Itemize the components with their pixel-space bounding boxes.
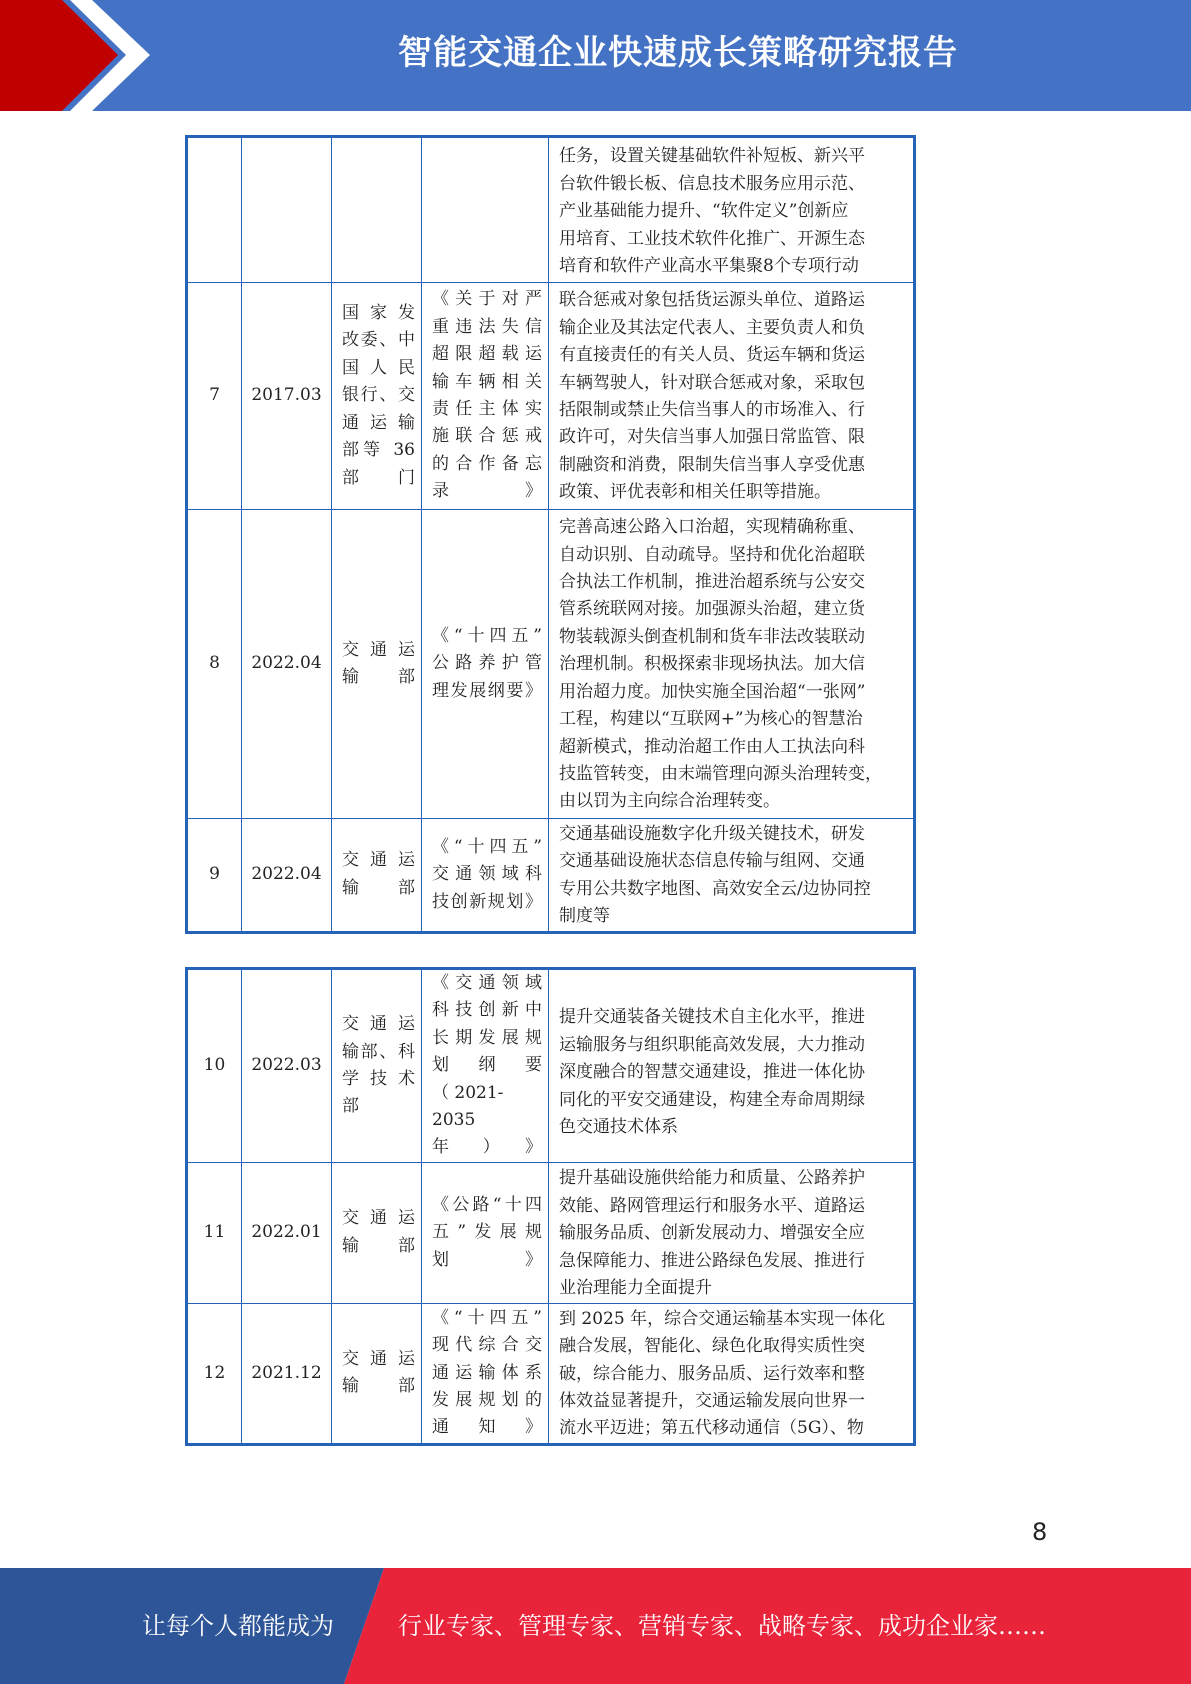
- table-row: [187, 969, 915, 1163]
- content-text: 任务，设置关键基础软件补短板、新兴平 台软件锻长板、信息技术服务应用示范、 产业基础能力提升、“软件定义”创新应 用培育、工业技术软件化推广、开源生态 培育和软件产业高水平集聚8个专项行动: [559, 146, 865, 277]
- table-row: [187, 1162, 915, 1303]
- row-content: [549, 819, 915, 933]
- row-document: [422, 510, 549, 819]
- row-date: 2017.03: [242, 283, 332, 510]
- department-text: 交通运 输部、科 学技术 部: [342, 1014, 415, 1117]
- row-date: 2022.01: [242, 1162, 332, 1303]
- row-department: [332, 1162, 422, 1303]
- row-number: 9: [187, 819, 242, 933]
- content-text: 交通基础设施数字化升级关键技术，研发 交通基础设施状态信息传输与组网、交通 专用公共数字地图、高效安全云/边协同控 制度等: [559, 824, 871, 927]
- row-number: [187, 137, 242, 283]
- document-text: 《“十四五” 现代综合交 通运输体系 发展规划的 通知》: [432, 1307, 542, 1438]
- row-number: 7: [187, 283, 242, 510]
- row-document: [422, 1162, 549, 1303]
- row-content: [549, 283, 915, 510]
- row-date: 2022.04: [242, 819, 332, 933]
- content-text: 联合惩戒对象包括货运源头单位、道路运 输企业及其法定代表人、主要负责人和负 有直接责任的有关人员、货运车辆和货运 车辆驾驶人，针对联合惩戒对象，采取包 括限制或禁止失信当事人的市场准入、行 政许可，对失信当事人加强日常监管、限 制融资和消费，限制失信当事人享受优惠 政策、评优表彰和相关任职等措施。: [559, 290, 865, 503]
- row-department: [332, 969, 422, 1163]
- content-text: 提升基础设施供给能力和质量、公路养护 效能、路网管理运行和服务水平、道路运 输服务品质、创新发展动力、增强安全应 急保障能力、推进公路绿色发展、推进行 业治理能力全面提升: [559, 1168, 865, 1298]
- department-text: 交通运 输部: [342, 1348, 415, 1397]
- table-row: [187, 819, 915, 933]
- row-document: [422, 137, 549, 283]
- department-text: 交通运 输部: [342, 1208, 415, 1256]
- row-document: [422, 819, 549, 933]
- page-footer: [0, 1568, 1191, 1684]
- table-row: [187, 137, 915, 283]
- content-text: 完善高速公路入口治超，实现精确称重、 自动识别、自动疏导。坚持和优化治超联 合执法工作机制，推进治超系统与公安交 管系统联网对接。加强源头治超，建立货 物装载源头倒查机制和货车非法改装联动 治理机制。积极探索非现场执法。加大信 用治超力度。加快实施全国治超“一张网” 工程，构建以“互联网+”为核心的智慧治 超新模式，推动治超工作由人工执法向科 技监管转变，由末端管理向源头治理转变， 由以罚为主向综合治理转变。: [559, 517, 882, 812]
- policy-table-top: [185, 135, 916, 934]
- report-title: 智能交通企业快速成长策略研究报告: [398, 33, 958, 73]
- department-text: 国家发 改委、中 国人民 银行、交 通运输 部等 36 部门: [342, 303, 415, 488]
- row-department: [332, 283, 422, 510]
- document-text: 《“十四五” 交通领域科 技创新规划》: [432, 836, 542, 912]
- table-row: [187, 1303, 915, 1444]
- content-text: 提升交通装备关键技术自主化水平，推进 运输服务与组织职能高效发展，大力推动 深度融合的智慧交通建设，推进一体化协 同化的平安交通建设，构建全寿命周期绿 色交通技术体系: [559, 1007, 865, 1138]
- document-text: 《关于对严 重违法失信 超限超载运 输车辆相关 责任主体实 施联合惩戒 的合作备忘 录》: [432, 289, 542, 502]
- footer-slogan-left: 让每个人都能成为: [142, 1612, 334, 1640]
- department-text: 交通运 输部: [342, 639, 415, 687]
- row-department: [332, 1303, 422, 1444]
- document-text: 《公路“十四 五”发展规 划》: [432, 1194, 542, 1270]
- page-number: 8: [1032, 1518, 1048, 1546]
- department-text: 交通运 输部: [342, 850, 415, 898]
- row-number: 12: [187, 1303, 242, 1444]
- row-content: [549, 969, 915, 1163]
- page-header: [0, 0, 1191, 111]
- row-content: [549, 1303, 915, 1444]
- row-number: 8: [187, 510, 242, 819]
- row-department: [332, 819, 422, 933]
- row-content: [549, 137, 915, 283]
- row-date: 2022.03: [242, 969, 332, 1163]
- table-row: [187, 510, 915, 819]
- row-date: 2021.12: [242, 1303, 332, 1444]
- row-content: [549, 1162, 915, 1303]
- row-date: 2022.04: [242, 510, 332, 819]
- row-document: [422, 969, 549, 1163]
- footer-slogan-right: 行业专家、管理专家、营销专家、战略专家、成功企业家……: [398, 1612, 1046, 1640]
- row-department: [332, 137, 422, 283]
- row-number: 11: [187, 1162, 242, 1303]
- content-text: 到 2025 年，综合交通运输基本实现一体化 融合发展，智能化、绿色化取得实质性突 破，综合能力、服务品质、运行效率和整 体效益显著提升，交通运输发展向世界一 流水平迈进；第五代移动通信（5G）、物: [559, 1308, 886, 1439]
- policy-table-bottom: [185, 967, 916, 1446]
- row-department: [332, 510, 422, 819]
- document-text: 《“十四五” 公路养护管 理发展纲要》: [432, 625, 542, 701]
- row-date: [242, 137, 332, 283]
- row-document: [422, 283, 549, 510]
- row-document: [422, 1303, 549, 1444]
- table-row: [187, 283, 915, 510]
- document-text: 《交通领域 科技创新中 长期发展规 划 纲 要 （ 2021-2035 年）》: [432, 973, 542, 1158]
- row-content: [549, 510, 915, 819]
- row-number: 10: [187, 969, 242, 1163]
